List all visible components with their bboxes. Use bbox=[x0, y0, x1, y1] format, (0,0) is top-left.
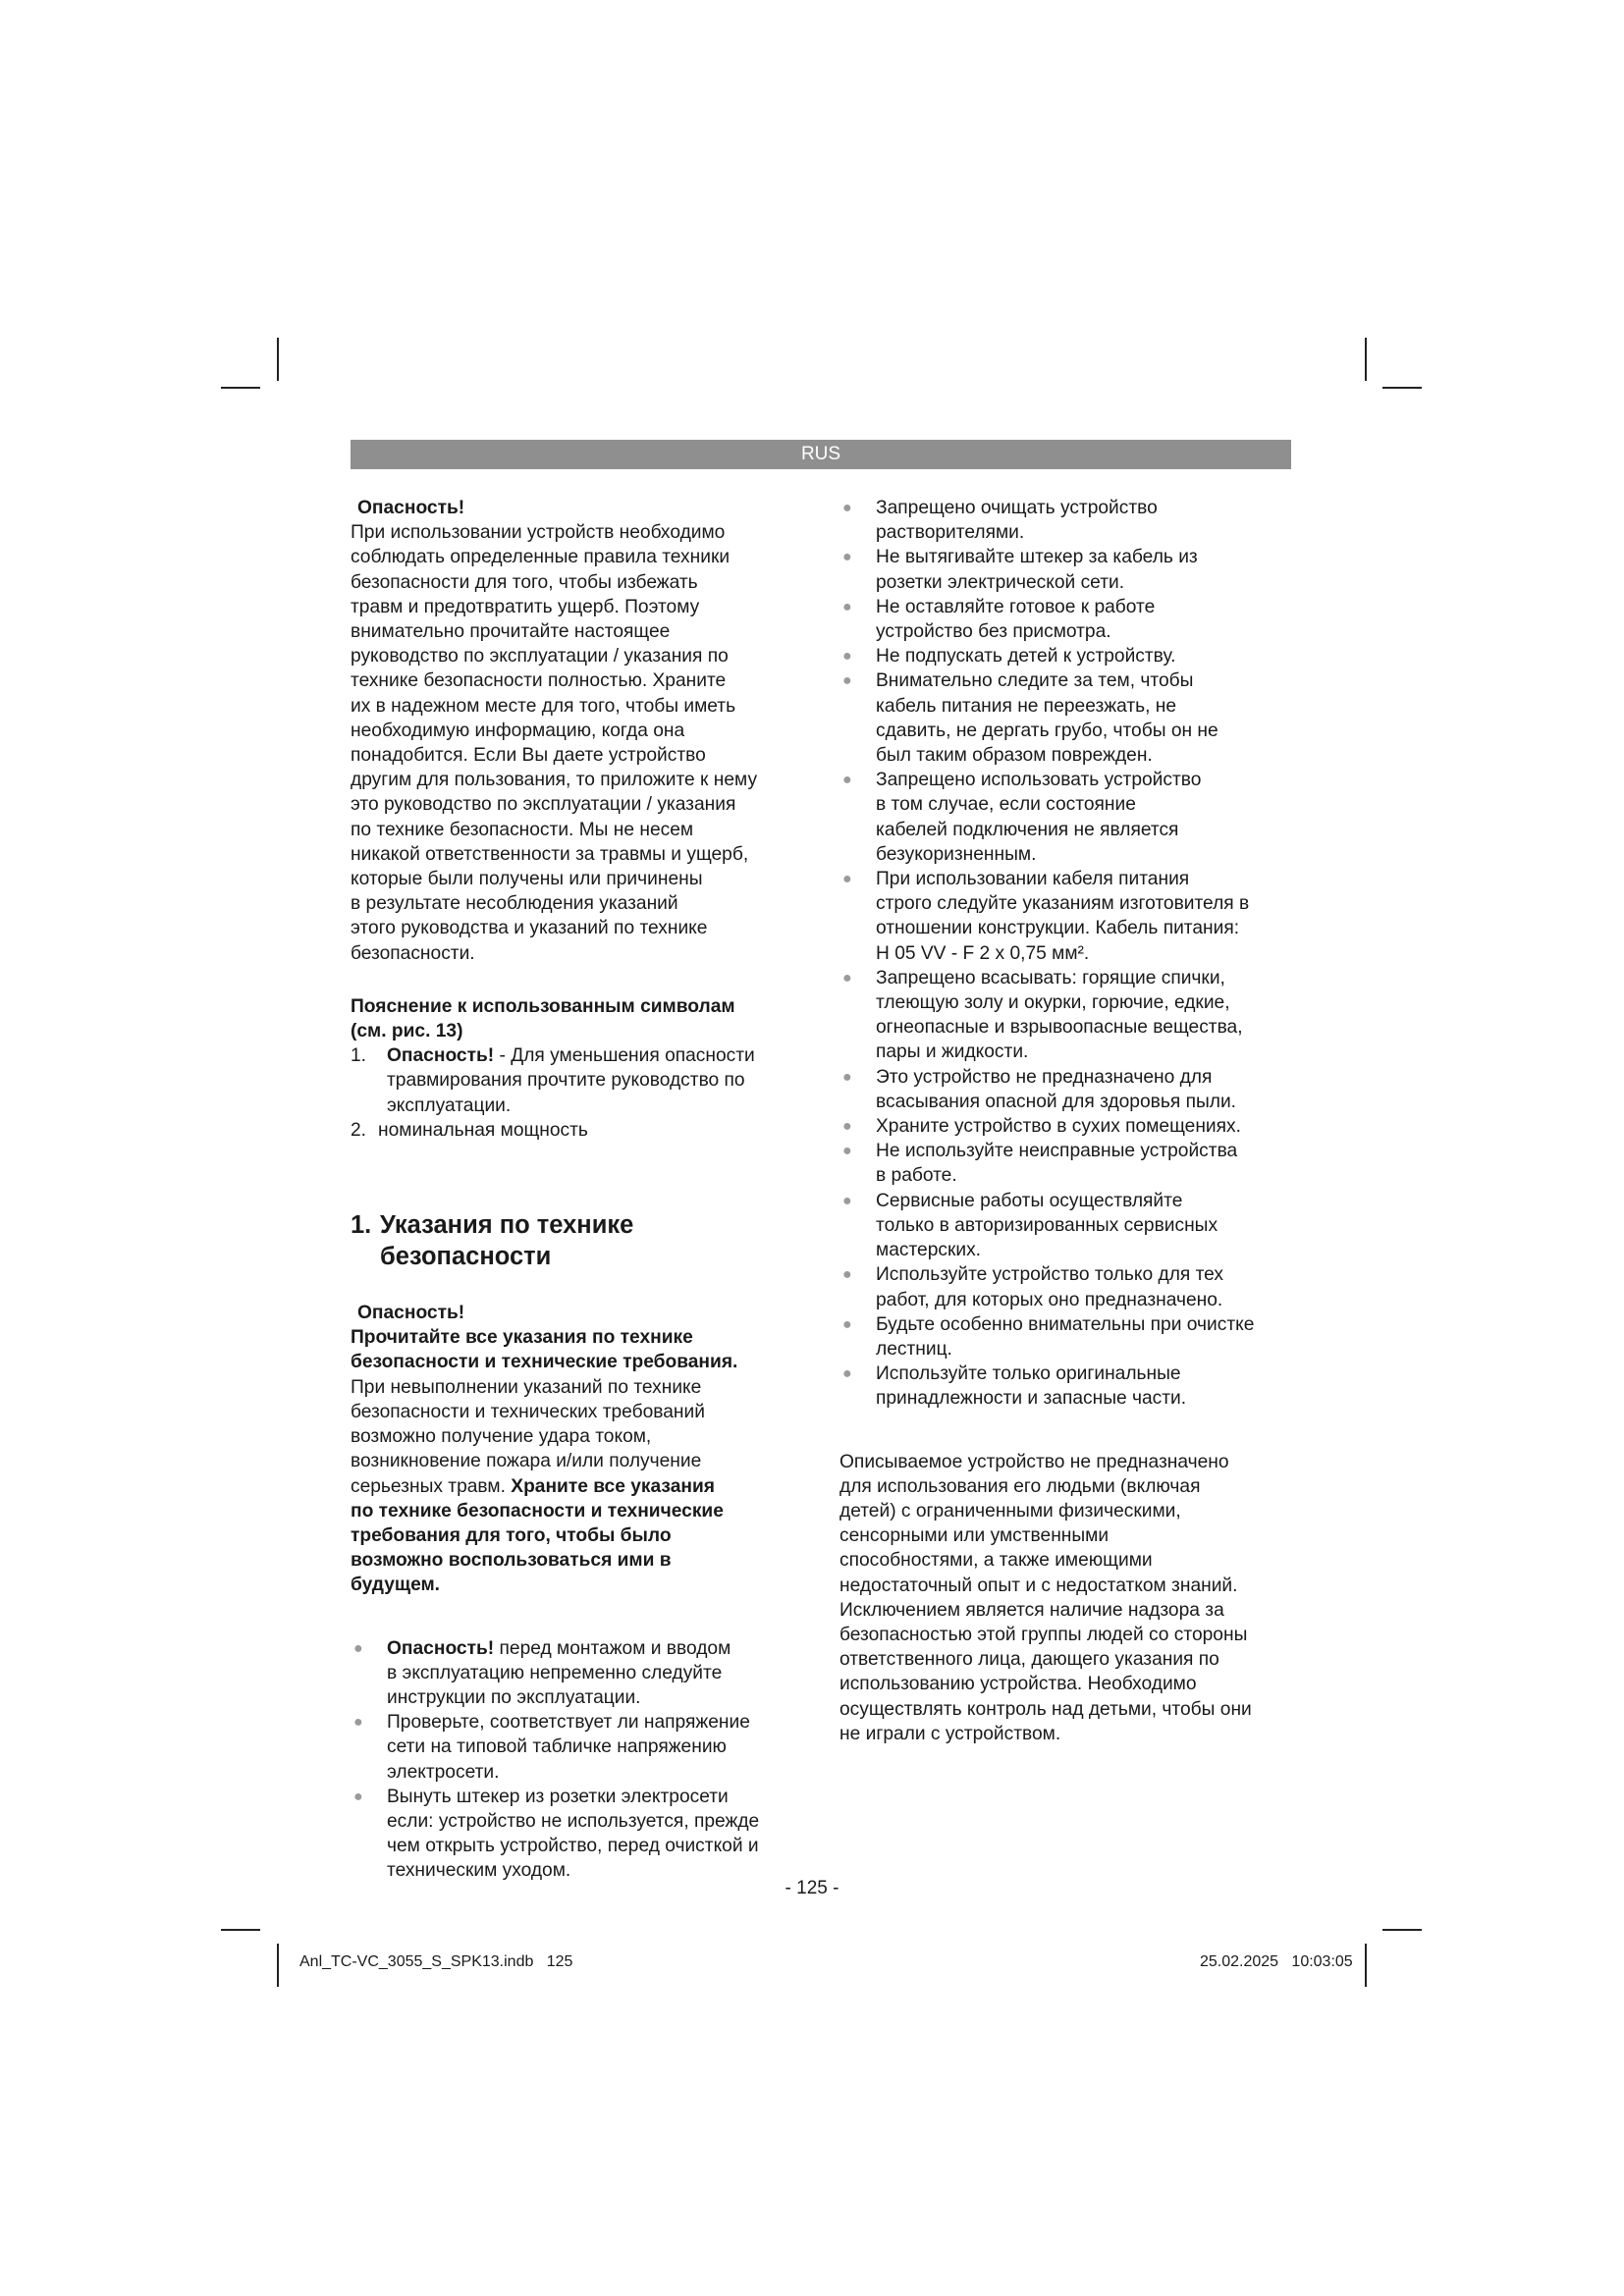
bullet-item bbox=[351, 1785, 802, 1884]
crop-mark-top-right-horizontal bbox=[1382, 387, 1422, 389]
text-line: электросети. bbox=[387, 1761, 500, 1783]
text-line: никакой ответственности за травмы и ущерб, bbox=[351, 843, 749, 865]
bullet-item bbox=[839, 1139, 1293, 1188]
text-line: мастерских. bbox=[876, 1240, 982, 1261]
text-line: по технике безопасности и технические bbox=[351, 1500, 724, 1522]
text-line: Внимательно следите за тем, чтобы bbox=[876, 670, 1194, 692]
text-line: устройство без присмотра. bbox=[876, 621, 1111, 643]
symbols-list-item bbox=[351, 1118, 802, 1143]
text-line: безопасности. bbox=[351, 942, 475, 964]
text-line: Не оставляйте готовое к работе bbox=[876, 596, 1156, 617]
text-line: При использовании кабеля питания bbox=[876, 869, 1190, 890]
text-line: понадобится. Если Вы даете устройство bbox=[351, 745, 706, 767]
text-line: был таким образом поврежден. bbox=[876, 745, 1153, 767]
text-line: Описываемое устройство не предназначено bbox=[839, 1451, 1229, 1472]
text-line: инструкции по эксплуатации. bbox=[387, 1686, 641, 1708]
language-header-bar bbox=[351, 440, 1291, 469]
text-line: Это устройство не предназначено для bbox=[876, 1066, 1213, 1088]
crop-mark-top-left-vertical bbox=[277, 338, 279, 381]
danger-label: Опасность! bbox=[387, 1045, 495, 1067]
right-bullet-list bbox=[839, 496, 1293, 1412]
bullet-icon: ● bbox=[842, 969, 852, 987]
text-line: этого руководства и указаний по технике bbox=[351, 918, 708, 939]
bullet-icon: ● bbox=[842, 500, 852, 516]
text-line: недостаточный опыт и с недостатком знаний. bbox=[839, 1575, 1238, 1596]
bullet-icon: ● bbox=[842, 598, 852, 615]
text-line: безопасностью этой группы людей со стороны bbox=[839, 1624, 1248, 1645]
text-line: сети на типовой табличке напряжению bbox=[387, 1736, 727, 1758]
crop-mark-top-right-vertical bbox=[1365, 338, 1367, 381]
text-line: Сервисные работы осуществляйте bbox=[876, 1190, 1183, 1211]
bullet-item bbox=[839, 644, 1293, 668]
text-line: эксплуатации. bbox=[387, 1095, 512, 1116]
left-bullet-list bbox=[351, 1636, 802, 1884]
text-line: огнеопасные и взрывоопасные вещества, bbox=[876, 1017, 1243, 1039]
bullet-item bbox=[839, 496, 1293, 545]
text-line: сенсорными или умственными bbox=[839, 1525, 1110, 1547]
text-line: в работе. bbox=[876, 1165, 957, 1187]
text-line: Вынуть штекер из розетки электросети bbox=[387, 1786, 729, 1807]
text-line: требования для того, чтобы было bbox=[351, 1524, 672, 1546]
bullet-item bbox=[839, 668, 1293, 768]
text-line: ответственного лица, дающего указания по bbox=[839, 1649, 1219, 1671]
text-line: необходимую информацию, когда она bbox=[351, 720, 685, 741]
text-line: будущем. bbox=[351, 1575, 441, 1596]
bullet-item bbox=[839, 545, 1293, 594]
crop-mark-bottom-left-horizontal bbox=[221, 1929, 260, 1931]
text-line: номинальная мощность bbox=[378, 1119, 588, 1141]
text-line: H 05 VV - F 2 x 0,75 мм². bbox=[876, 942, 1090, 964]
text-line: Не вытягивайте штекер за кабель из bbox=[876, 547, 1198, 568]
text-line: сдавить, не дергать грубо, чтобы он не bbox=[876, 720, 1218, 741]
danger-label: Опасность! bbox=[387, 1637, 495, 1659]
text-line: пары и жидкости. bbox=[876, 1041, 1029, 1063]
text-line: растворителями. bbox=[876, 522, 1025, 544]
text-line: технике безопасности полностью. Храните bbox=[351, 670, 727, 692]
bullet-icon: ● bbox=[842, 1365, 852, 1383]
bullet-item bbox=[839, 595, 1293, 644]
crop-mark-bottom-right-vertical bbox=[1365, 1944, 1367, 1987]
text-line: кабелей подключения не является bbox=[876, 819, 1179, 840]
section-number: 1. bbox=[351, 1211, 372, 1240]
text-line: руководство по эксплуатации / указания по bbox=[351, 646, 729, 667]
text-line: кабель питания не переезжать, не bbox=[876, 695, 1177, 717]
bullet-icon: ● bbox=[842, 871, 852, 888]
text-fragment: серьезных травм. bbox=[351, 1475, 512, 1497]
text-line bbox=[351, 1474, 802, 1499]
text-line: безопасности для того, чтобы избежать bbox=[351, 571, 698, 593]
symbols-list-item bbox=[351, 1043, 802, 1118]
text-line: травм и предотвратить ущерб. Поэтому bbox=[351, 596, 700, 617]
text-line: это руководство по эксплуатации / указания bbox=[351, 794, 736, 816]
text-line: строго следуйте указаниям изготовителя в bbox=[876, 893, 1250, 915]
text-line: для использования его людьми (включая bbox=[839, 1475, 1201, 1497]
symbols-list bbox=[351, 1043, 802, 1143]
text-line: всасывания опасной для здоровья пыли. bbox=[876, 1091, 1236, 1112]
section-title bbox=[351, 1209, 802, 1272]
bullet-icon: ● bbox=[842, 1068, 852, 1086]
text-line: только в авторизированных сервисных bbox=[876, 1214, 1218, 1236]
crop-mark-bottom-left-vertical bbox=[277, 1944, 279, 1987]
text-line: техническим уходом. bbox=[387, 1860, 571, 1882]
text-line: лестниц. bbox=[876, 1338, 952, 1360]
bullet-item bbox=[839, 1262, 1293, 1311]
bullet-icon: ● bbox=[842, 772, 852, 789]
crop-mark-top-left-horizontal bbox=[221, 387, 260, 389]
text-line: безопасности и технические требования. bbox=[351, 1352, 738, 1373]
bullet-icon: ● bbox=[842, 549, 852, 566]
bullet-icon: ● bbox=[842, 1143, 852, 1160]
text-line: внимательно прочитайте настоящее bbox=[351, 621, 671, 643]
crop-mark-bottom-right-horizontal bbox=[1382, 1929, 1422, 1931]
text-line: способностями, а также имеющими bbox=[839, 1550, 1153, 1572]
bullet-icon: ● bbox=[353, 1639, 363, 1657]
text-line: возникновение пожара и/или получение bbox=[351, 1451, 702, 1472]
symbols-heading-line: Пояснение к использованным символам bbox=[351, 995, 735, 1017]
text-line: детей) с ограниченными физическими, bbox=[839, 1500, 1181, 1522]
language-label: RUS bbox=[800, 444, 841, 464]
text-line: возможно воспользоваться ими в bbox=[351, 1550, 672, 1572]
text-line: Проверьте, соответствует ли напряжение bbox=[387, 1712, 750, 1734]
text-line: осуществлять контроль над детьми, чтобы они bbox=[839, 1698, 1252, 1720]
text-line: тлеющую золу и окурки, горючие, едкие, bbox=[876, 992, 1230, 1014]
text-line: возможно получение удара током, bbox=[351, 1426, 652, 1448]
danger-heading: Опасность! bbox=[357, 1303, 465, 1324]
bullet-icon: ● bbox=[842, 648, 852, 666]
section-title-line: Указания по технике bbox=[380, 1211, 634, 1240]
text-line: в результате несоблюдения указаний bbox=[351, 893, 678, 915]
text-line: в том случае, если состояние bbox=[876, 794, 1136, 816]
text-line: работ, для которых оно предназначено. bbox=[876, 1289, 1223, 1310]
text-line: Прочитайте все указания по технике bbox=[351, 1327, 693, 1349]
text-line: по технике безопасности. Мы не несем bbox=[351, 819, 694, 840]
intro-paragraph bbox=[351, 520, 802, 966]
bullet-item bbox=[839, 768, 1293, 867]
text-line: безопасности и технических требований bbox=[351, 1401, 705, 1422]
text-line: их в надежном месте для того, чтобы иметь bbox=[351, 695, 736, 717]
list-number: 1. bbox=[351, 1045, 367, 1067]
text-line: - Для уменьшения опасности bbox=[494, 1045, 755, 1067]
text-line: Не используйте неисправные устройства bbox=[876, 1141, 1238, 1162]
disclaimer-paragraph bbox=[839, 1450, 1293, 1746]
bullet-item bbox=[351, 1710, 802, 1785]
text-line: Запрещено всасывать: горящие спички, bbox=[876, 967, 1225, 988]
text-line: розетки электрической сети. bbox=[876, 571, 1125, 593]
text-line: Храните устройство в сухих помещениях. bbox=[876, 1116, 1241, 1138]
bullet-icon: ● bbox=[353, 1788, 363, 1805]
text-line: которые были получены или причинены bbox=[351, 869, 703, 890]
bullet-item bbox=[351, 1636, 802, 1711]
warning-paragraph bbox=[351, 1325, 802, 1597]
text-line: Будьте особенно внимательны при очистке bbox=[876, 1313, 1255, 1335]
bullet-item bbox=[839, 1065, 1293, 1114]
bullet-item bbox=[839, 966, 1293, 1065]
text-line: если: устройство не используется, прежде bbox=[387, 1810, 760, 1832]
section-title-line: безопасности bbox=[380, 1243, 552, 1271]
text-line: отношении конструкции. Кабель питания: bbox=[876, 918, 1240, 939]
left-column bbox=[351, 496, 802, 1884]
footer-timestamp: 25.02.2025 10:03:05 bbox=[1200, 1953, 1353, 1970]
bullet-icon: ● bbox=[353, 1714, 363, 1732]
text-fragment: Храните все указания bbox=[511, 1475, 715, 1497]
symbols-heading-line: (см. рис. 13) bbox=[351, 1021, 463, 1042]
text-line: Исключением является наличие надзора за bbox=[839, 1599, 1224, 1621]
page-number: - 125 - bbox=[785, 1878, 839, 1898]
bullet-item bbox=[839, 1362, 1293, 1411]
bullet-icon: ● bbox=[842, 1192, 852, 1209]
text-line: При невыполнении указаний по технике bbox=[351, 1376, 702, 1398]
text-line: использованию устройства. Необходимо bbox=[839, 1674, 1197, 1695]
bullet-icon: ● bbox=[842, 1266, 852, 1284]
text-line: не играли с устройством. bbox=[839, 1723, 1061, 1744]
footer-file-name: Anl_TC-VC_3055_S_SPK13.indb 125 bbox=[299, 1953, 573, 1970]
text-line: травмирования прочтите руководство по bbox=[387, 1070, 745, 1092]
text-line: Запрещено использовать устройство bbox=[876, 770, 1202, 791]
danger-heading: Опасность! bbox=[357, 498, 465, 518]
text-line: Не подпускать детей к устройству. bbox=[876, 646, 1176, 667]
text-line: Запрещено очищать устройство bbox=[876, 498, 1158, 518]
text-line: принадлежности и запасные части. bbox=[876, 1388, 1187, 1410]
text-line: перед монтажом и вводом bbox=[494, 1637, 731, 1659]
text-line: Используйте только оригинальные bbox=[876, 1363, 1181, 1385]
bullet-icon: ● bbox=[842, 1118, 852, 1136]
right-column bbox=[839, 496, 1293, 1746]
text-line: безукоризненным. bbox=[876, 843, 1037, 865]
bullet-item bbox=[839, 867, 1293, 966]
text-line: Используйте устройство только для тех bbox=[876, 1264, 1224, 1286]
bullet-icon: ● bbox=[842, 1315, 852, 1333]
bullet-item bbox=[839, 1189, 1293, 1263]
bullet-icon: ● bbox=[842, 672, 852, 690]
text-line: в эксплуатацию непременно следуйте bbox=[387, 1662, 723, 1683]
text-line: чем открыть устройство, перед очисткой и bbox=[387, 1836, 759, 1857]
list-number: 2. bbox=[351, 1119, 367, 1141]
text-line: другим для пользования, то приложите к нему bbox=[351, 770, 758, 791]
bullet-item bbox=[839, 1312, 1293, 1362]
text-line: При использовании устройств необходимо bbox=[351, 522, 726, 544]
bullet-item bbox=[839, 1114, 1293, 1139]
text-line: соблюдать определенные правила техники bbox=[351, 547, 731, 568]
